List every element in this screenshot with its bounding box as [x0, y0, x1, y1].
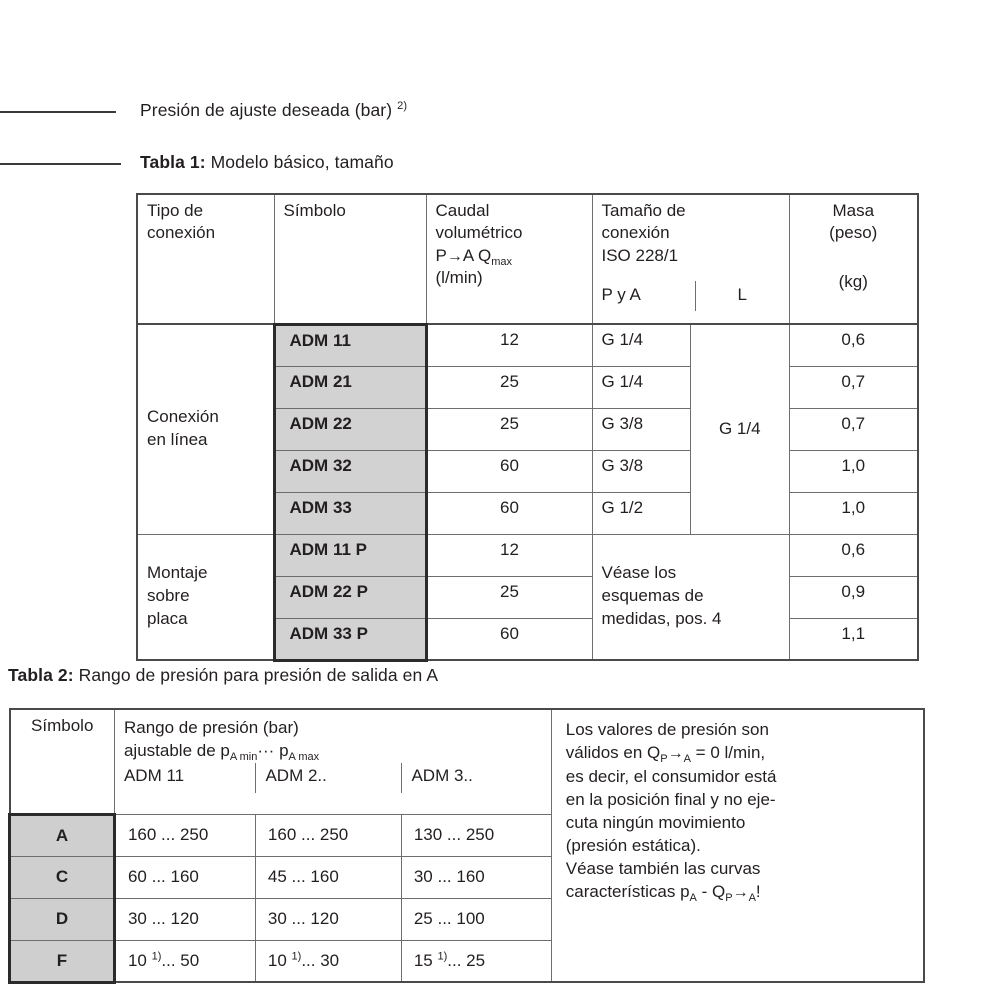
caudal-p: P	[435, 245, 447, 265]
note-validos-pre: válidos en Q	[565, 743, 661, 763]
note-carac-mid: - Q	[696, 882, 726, 902]
header-col-adm2: ADM 2..	[256, 763, 402, 793]
group-line1: Montaje	[147, 563, 208, 583]
cell-caudal: 60	[426, 450, 592, 492]
cell-simbolo: ADM 21	[274, 366, 426, 408]
presion-ajuste-text: Presión de ajuste deseada (bar)	[140, 100, 393, 120]
header-caudal-line4: (l/min)	[435, 268, 483, 288]
leader-line-presion	[0, 111, 116, 113]
adm11-pre: 10	[127, 950, 152, 970]
header-tipo-line1: Tipo de	[147, 201, 204, 220]
cell-adm2: 160 ... 250	[255, 814, 401, 856]
presion-ajuste-caption	[140, 100, 407, 121]
note-line2	[566, 741, 911, 765]
cell-simbolo: ADM 22 P	[274, 576, 426, 618]
table-row	[137, 534, 918, 576]
header-iso-block	[593, 195, 789, 281]
cell-simbolo: ADM 33 P	[274, 618, 426, 660]
group-line2: sobre	[147, 586, 190, 606]
tabla1-label: Tabla 1:	[140, 152, 206, 172]
cell-caudal: 25	[426, 408, 592, 450]
cell-pya: G 1/2	[592, 492, 691, 534]
header-col-adm3: ADM 3..	[402, 763, 551, 793]
cell-pya: G 3/8	[592, 408, 691, 450]
tabla2-title: Rango de presión para presión de salida en A	[78, 665, 439, 685]
header-sub-l: L	[696, 281, 789, 311]
note-line6: (presión estática).	[565, 836, 701, 856]
footnote-marker-2: 2)	[397, 100, 408, 113]
cell-simbolo-2: D	[10, 898, 115, 940]
table-row	[137, 324, 918, 366]
header-col-adm11: ADM 11	[123, 765, 185, 785]
header-rango-presion	[114, 709, 551, 814]
header-tamano-line2: conexión	[601, 223, 670, 243]
rango-ajustable-pre: ajustable de p	[123, 741, 230, 761]
footnote-marker-1: 1)	[437, 950, 448, 963]
header-caudal-line3	[436, 245, 583, 267]
tabla1-caption	[140, 152, 394, 173]
tabla1-modelo-basico	[136, 193, 919, 662]
footnote-marker-1: 1)	[291, 950, 302, 963]
header-caudal-line1: Caudal	[435, 201, 490, 220]
tabla2-header-row	[10, 709, 925, 814]
cell-caudal: 60	[426, 492, 592, 534]
cell-adm11: 60 ... 160	[114, 856, 255, 898]
cell-masa: 0,7	[789, 366, 918, 408]
header-masa	[789, 194, 918, 324]
cell-adm11: 30 ... 120	[114, 898, 255, 940]
group-label-conexion-en-linea	[137, 324, 274, 534]
cell-caudal: 25	[426, 366, 592, 408]
rango-line2	[124, 739, 542, 762]
adm2-post: ... 30	[301, 950, 340, 970]
cell-adm11	[114, 940, 255, 982]
cell-adm3: 130 ... 250	[401, 814, 551, 856]
note-line3: es decir, el consumidor está	[565, 766, 777, 786]
header-tipo-conexion	[137, 194, 274, 324]
adm11-post: ... 50	[161, 950, 200, 970]
header-iso-subcolumns	[593, 281, 789, 311]
cell-pya: G 3/8	[592, 450, 691, 492]
header-iso-norm: ISO 228/1	[601, 245, 679, 265]
cell-pya: G 1/4	[592, 366, 691, 408]
cell-simbolo: ADM 22	[274, 408, 426, 450]
header-rango-block	[115, 710, 551, 763]
tabla1-header-row	[137, 194, 918, 324]
footnote-marker-1: 1)	[151, 950, 162, 963]
cell-adm2: 30 ... 120	[255, 898, 401, 940]
header-masa-line1: Masa	[832, 201, 875, 220]
cell-adm11: 160 ... 250	[114, 814, 255, 856]
cell-adm2	[255, 940, 401, 982]
rango-sub-amin: A min	[229, 751, 258, 764]
group-line3: placa	[147, 609, 188, 629]
cell-masa: 0,9	[789, 576, 918, 618]
header-caudal-line2: volumétrico	[435, 223, 523, 243]
note-validos-post: = 0 l/min,	[690, 743, 766, 763]
note-line7: Véase también las curvas	[565, 859, 761, 879]
cell-masa: 1,0	[789, 492, 918, 534]
cell-caudal: 60	[426, 618, 592, 660]
tabla2-rango-presion	[8, 708, 925, 984]
rango-mid: ··· p	[257, 741, 289, 761]
note-line1: Los valores de presión son	[565, 720, 769, 739]
cell-masa: 1,1	[789, 618, 918, 660]
note-sub-p: P	[660, 753, 668, 766]
note-sub-a2: A	[689, 892, 697, 905]
cell-masa: 0,7	[789, 408, 918, 450]
cell-pya: G 1/4	[592, 324, 691, 366]
header-simbolo-label: Símbolo	[283, 201, 346, 220]
cell-caudal: 12	[426, 324, 592, 366]
adm2-pre: 10	[267, 950, 292, 970]
header-tipo-line2: conexión	[147, 223, 216, 243]
header-simbolo	[274, 194, 426, 324]
note-carac-pre: características p	[565, 882, 690, 902]
header-masa-line2: (peso)	[829, 223, 878, 243]
caudal-max-sub: max	[491, 255, 512, 268]
cell-simbolo-2: A	[10, 814, 115, 856]
tabla2-label: Tabla 2:	[8, 665, 74, 685]
group-line1: Conexión	[147, 407, 219, 427]
cell-simbolo-2: C	[10, 856, 115, 898]
header-masa-unit: (kg)	[838, 271, 868, 291]
adm3-pre: 15	[413, 950, 438, 970]
note-sub-a3: A	[748, 892, 756, 905]
cell-masa: 0,6	[789, 534, 918, 576]
cell-simbolo: ADM 11	[274, 324, 426, 366]
leader-line-tabla1	[0, 163, 121, 165]
arrow-icon: →	[446, 247, 463, 265]
caudal-aq: A Q	[462, 245, 492, 265]
rango-sub-amax: A max	[288, 751, 320, 764]
header-simbolo-2: Símbolo	[10, 709, 115, 814]
header-rango-subcolumns	[115, 763, 551, 793]
tabla2-caption	[8, 665, 438, 686]
note-line4: en la posición final y no eje-	[565, 789, 776, 809]
cell-simbolo-2: F	[10, 940, 115, 982]
cell-l-size: G 1/4	[691, 324, 790, 534]
group-label-montaje-sobre-placa	[137, 534, 274, 660]
cell-masa: 0,6	[789, 324, 918, 366]
header-caudal-volumetrico	[426, 194, 592, 324]
cell-caudal: 12	[426, 534, 592, 576]
header-tamano-line1: Tamaño de	[601, 201, 686, 220]
tabla1-title: Modelo básico, tamaño	[210, 152, 394, 172]
vease-line2: esquemas de	[601, 586, 704, 606]
arrow-icon: →	[732, 884, 749, 902]
cell-adm3: 25 ... 100	[401, 898, 551, 940]
note-sub-p2: P	[725, 892, 733, 905]
cell-masa: 1,0	[789, 450, 918, 492]
rango-line1: Rango de presión (bar)	[123, 718, 299, 737]
cell-simbolo: ADM 32	[274, 450, 426, 492]
note-line8	[566, 880, 911, 904]
header-sub-pya: P y A	[601, 285, 641, 304]
cell-caudal: 25	[426, 576, 592, 618]
note-sub-a: A	[683, 753, 691, 766]
vease-line3: medidas, pos. 4	[601, 609, 722, 629]
group-line2: en línea	[147, 430, 208, 450]
cell-vease-esquemas	[592, 534, 789, 660]
cell-adm3: 30 ... 160	[401, 856, 551, 898]
note-line5: cuta ningún movimiento	[565, 813, 746, 833]
note-valores-presion	[551, 709, 924, 982]
arrow-icon: →	[667, 745, 684, 763]
cell-simbolo: ADM 33	[274, 492, 426, 534]
cell-simbolo: ADM 11 P	[274, 534, 426, 576]
cell-adm3	[401, 940, 551, 982]
cell-adm2: 45 ... 160	[255, 856, 401, 898]
note-carac-post: !	[755, 882, 761, 902]
header-tamano-conexion	[592, 194, 789, 324]
vease-line1: Véase los	[601, 563, 677, 583]
adm3-post: ... 25	[447, 950, 486, 970]
